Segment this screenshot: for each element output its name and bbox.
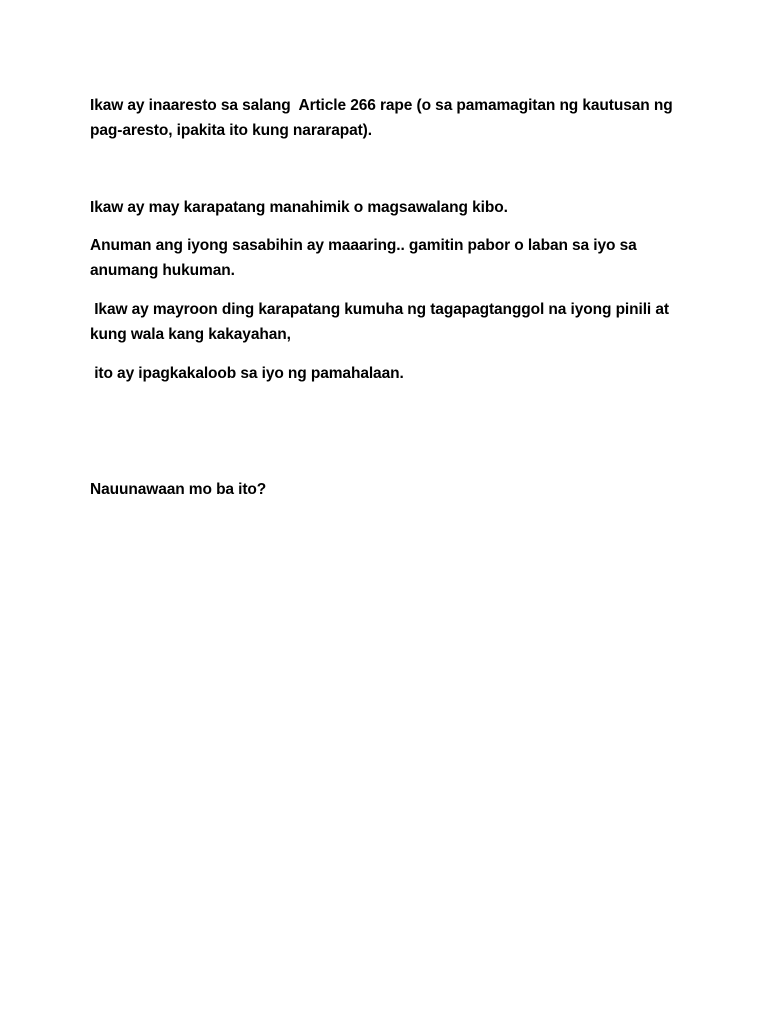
paragraph-right-to-silence: Ikaw ay may karapatang manahimik o magsawalang kibo. [90,199,508,216]
paragraph-understanding-question: Nauunawaan mo ba ito? [90,481,267,498]
paragraph-counsel-provided: ito ay ipagkakaloob sa iyo ng pamahalaan. [90,365,404,382]
paragraph-statement-warning: Anuman ang iyong sasabihin ay maaaring.. gamitin pabor o laban sa iyo sa anumang hukuman. [90,237,641,279]
paragraph-arrest-notice: Ikaw ay inaaresto sa salang Article 266 rape (o sa pamamagitan ng kautusan ng pag-aresto, ipakita ito kung nararapat). [90,97,677,139]
paragraph-right-to-counsel: Ikaw ay mayroon ding karapatang kumuha ng tagapagtanggol na iyong pinili at kung wala kang kakayahan, [90,301,674,343]
